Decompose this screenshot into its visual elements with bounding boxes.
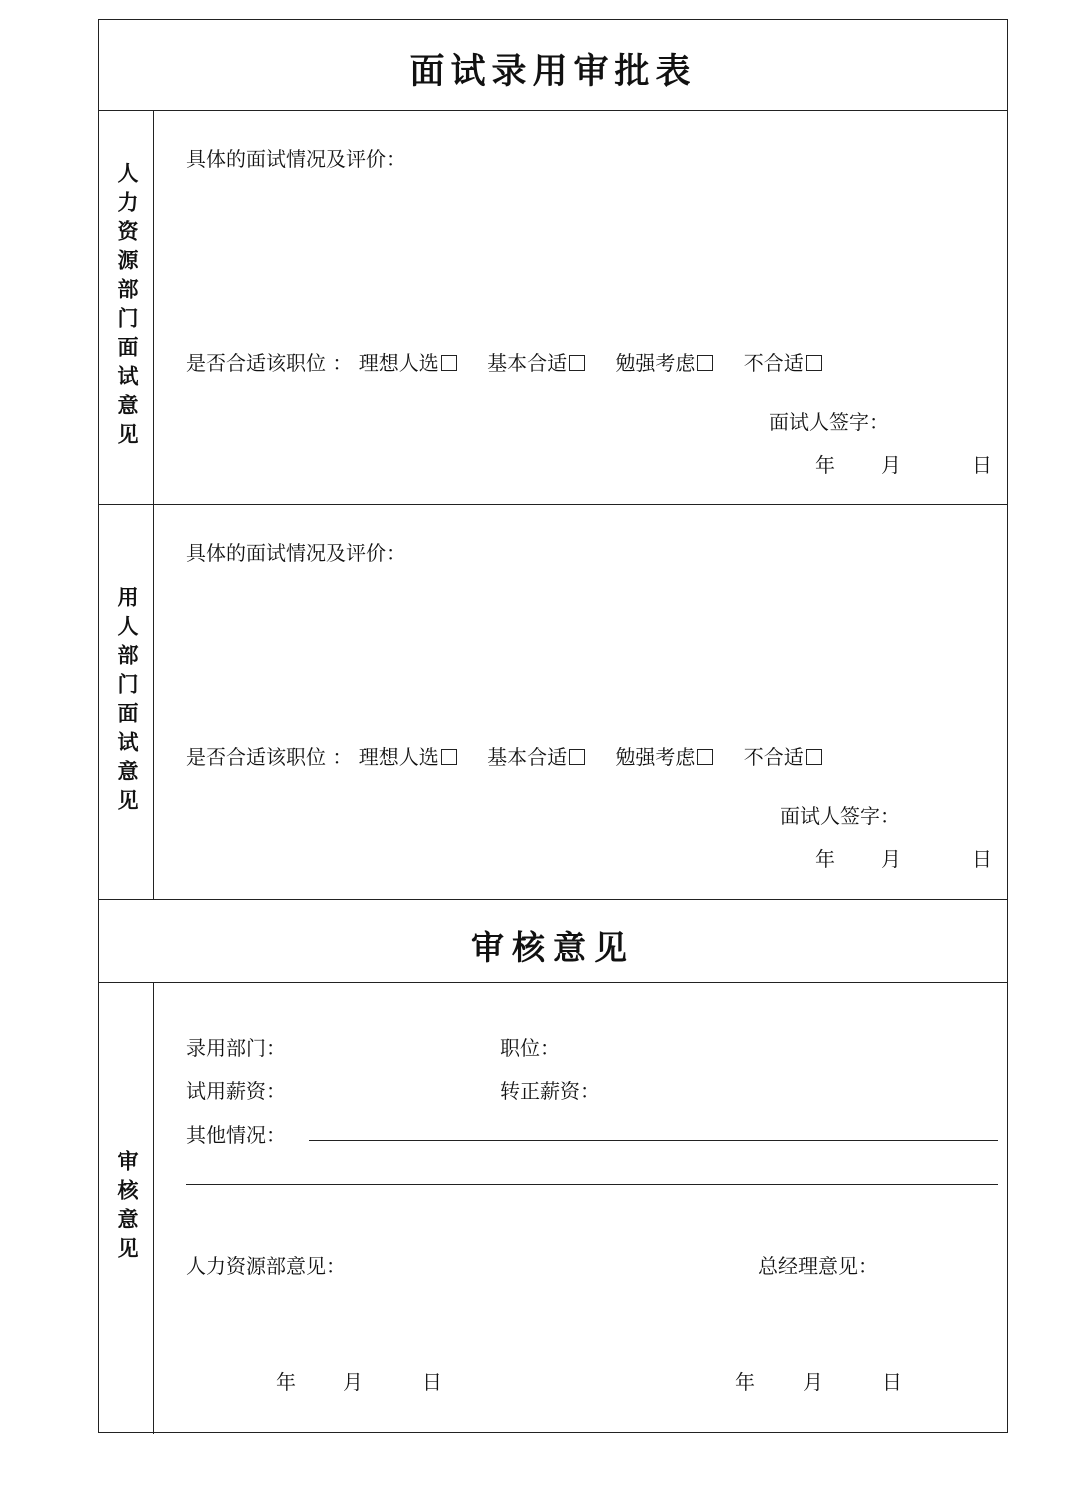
dept-signature-label: 面试人签字： (780, 804, 900, 828)
hr-opinion-date-year: 年 (276, 1370, 296, 1394)
checkbox[interactable] (806, 749, 822, 765)
approval-form (98, 19, 1008, 1433)
other-input-line-2[interactable] (186, 1184, 998, 1185)
option-unsuitable[interactable]: 不合适 (744, 351, 822, 375)
review-title: 审核意见 (471, 928, 635, 967)
dept-date-year: 年 (815, 847, 835, 871)
checkbox[interactable] (697, 749, 713, 765)
divider (99, 982, 1007, 983)
hire-dept-label: 录用部门： (186, 1036, 286, 1060)
divider (99, 504, 1007, 505)
dept-section-label: 用人部门面试意见 (115, 585, 139, 818)
option-consider[interactable]: 勉强考虑 (615, 351, 713, 375)
hr-opinion-date-day: 日 (422, 1370, 442, 1394)
dept-evaluation-label: 具体的面试情况及评价： (186, 541, 406, 565)
hr-date-month: 月 (881, 453, 901, 477)
hr-date-day: 日 (972, 453, 992, 477)
dept-date-day: 日 (972, 847, 992, 871)
suitability-label: 是否合适该职位 ： (186, 745, 353, 769)
other-input-line[interactable] (309, 1140, 998, 1141)
option-basic[interactable]: 基本合适 (487, 351, 585, 375)
checkbox[interactable] (806, 355, 822, 371)
other-label: 其他情况： (186, 1123, 286, 1147)
suitability-label: 是否合适该职位 ： (186, 351, 353, 375)
divider (99, 899, 1007, 900)
gm-opinion-date-month: 月 (803, 1370, 823, 1394)
hr-opinion-date-month: 月 (343, 1370, 363, 1394)
hr-date-year: 年 (815, 453, 835, 477)
regular-salary-label: 转正薪资： (500, 1079, 600, 1103)
checkbox[interactable] (569, 749, 585, 765)
hr-evaluation-label: 具体的面试情况及评价： (186, 147, 406, 171)
hr-opinion-label: 人力资源部意见： (186, 1254, 346, 1278)
review-section-label: 审核意见 (115, 1150, 139, 1266)
gm-opinion-label: 总经理意见： (758, 1254, 878, 1278)
divider (99, 110, 1007, 111)
checkbox[interactable] (441, 355, 457, 371)
gm-opinion-date-day: 日 (882, 1370, 902, 1394)
option-consider[interactable]: 勉强考虑 (615, 745, 713, 769)
option-unsuitable[interactable]: 不合适 (744, 745, 822, 769)
hr-suitability-row (186, 347, 846, 376)
hr-signature-label: 面试人签字： (769, 410, 889, 434)
option-ideal[interactable]: 理想人选 (359, 745, 457, 769)
dept-date-month: 月 (881, 847, 901, 871)
dept-suitability-row (186, 741, 846, 770)
hr-section-label: 人力资源部门面试意见 (115, 162, 139, 452)
gm-opinion-date-year: 年 (735, 1370, 755, 1394)
probation-salary-label: 试用薪资： (186, 1079, 286, 1103)
form-title: 面试录用审批表 (409, 52, 697, 92)
position-label: 职位： (500, 1036, 560, 1060)
option-basic[interactable]: 基本合适 (487, 745, 585, 769)
option-ideal[interactable]: 理想人选 (359, 351, 457, 375)
checkbox[interactable] (569, 355, 585, 371)
checkbox[interactable] (697, 355, 713, 371)
checkbox[interactable] (441, 749, 457, 765)
